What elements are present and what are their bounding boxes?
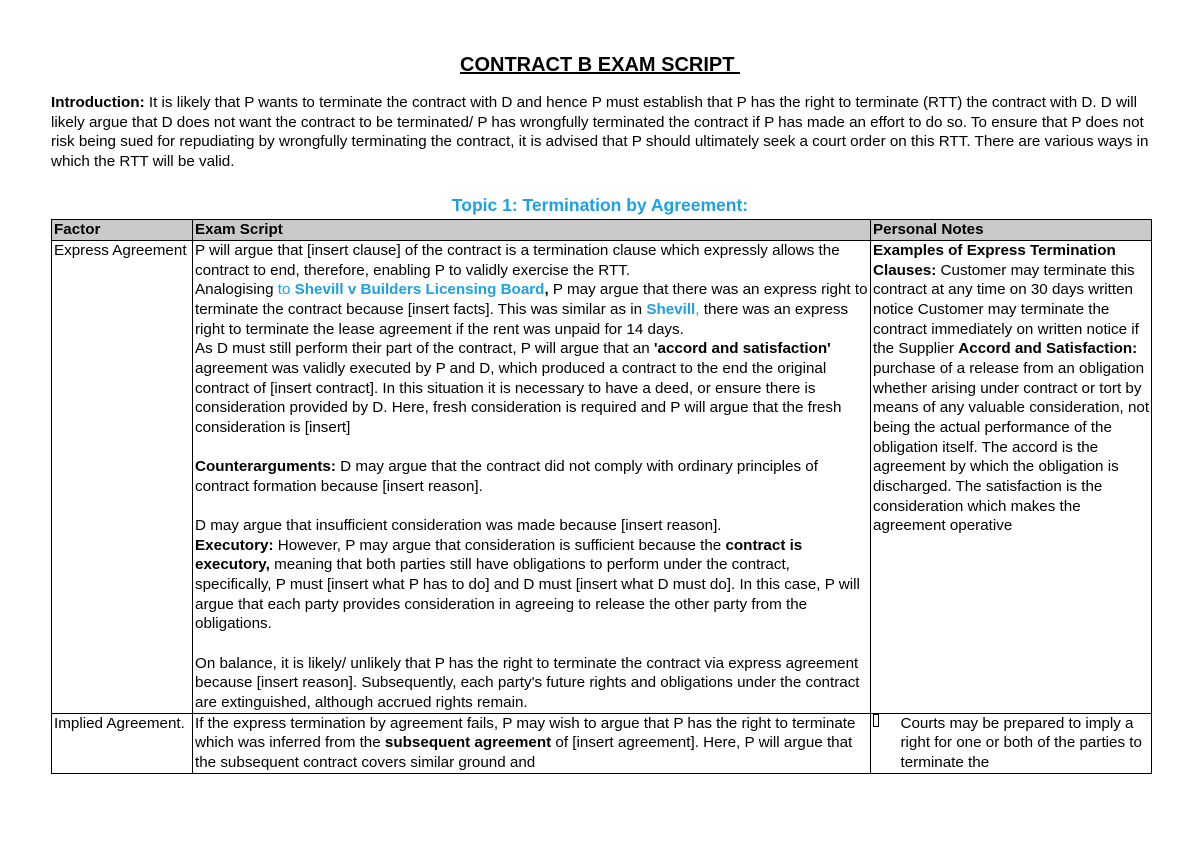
factor-implied: Implied Agreement. <box>52 713 193 773</box>
express-executory <box>195 536 869 634</box>
text-run: of [insert agreement]. Here, P will argue that the subsequent contract covers similar ground and <box>195 734 853 772</box>
notes-heading: Examples of Express Termination Clauses: <box>873 242 1116 279</box>
exam-script-table <box>51 219 1152 774</box>
text-run: If the express termination by agreement fails, P may wish to argue that P has the right to terminate which was inferred from the <box>195 714 856 752</box>
blank-line <box>195 497 869 517</box>
page-title: CONTRACT B EXAM SCRIPT <box>460 54 740 76</box>
blank-line <box>195 634 869 654</box>
intro-label: Introduction: <box>51 94 145 111</box>
table-header-row <box>52 220 1152 241</box>
notes-implied <box>871 713 1152 773</box>
text-run: However, P may argue that consideration is sufficient because the <box>273 536 726 554</box>
counter-label: Counterarguments: <box>195 458 336 476</box>
express-para-5: D may argue that insufficient consideration was made because [insert reason]. <box>195 517 722 535</box>
script-express <box>193 241 871 714</box>
notes-express <box>871 241 1152 714</box>
implied-bullet-text: Courts may be prepared to imply a right for one or both of the parties to terminate the <box>900 714 1142 772</box>
express-para-3 <box>195 339 869 437</box>
case-name-shevill-short: Shevill <box>646 300 696 318</box>
text-run: agreement was validly executed by P and D, which produced a contract to the end the original contract of [insert contract]. In this situation it is necessary to have a deed, or ensure there is consideration provided by D. Here, fresh consideration is required and P will argue that the fresh consideration is [insert] <box>195 359 842 436</box>
executory-term: contract is executory, <box>195 536 803 574</box>
text-run: , <box>695 300 700 318</box>
express-conclusion: On balance, it is likely/ unlikely that P has the right to terminate the contract via express agreement because [insert reason]. Subsequently, each party's future rights and obligations under the contract are extinguished, although accrued rights remain. <box>195 654 860 712</box>
text-run: there was an express right to terminate the lease agreement if the rent was unpaid for 14 days. <box>195 300 849 338</box>
intro-text: It is likely that P wants to terminate the contract with D and hence P must establish that P has the right to terminate (RTT) the contract with D. D will likely argue that D does not want the contract to be terminated/ P has wrongfully terminated the contract if P has made an effort to do so. To ensure that P does not risk being sued for repudiating by wrongfully terminating the contract, it is advised that P should ultimately seek a court order on this RTT. There are various ways in which the RTT will be valid. <box>51 94 1149 171</box>
topic-heading: Topic 1: Termination by Agreement: <box>451 195 749 215</box>
header-exam-script: Exam Script <box>193 220 871 241</box>
case-name-shevill: Shevill v Builders Licensing Board <box>294 281 545 299</box>
notes-accord-term: Accord and Satisfaction: <box>958 340 1138 358</box>
box-glyph-icon <box>873 714 879 727</box>
blank-line <box>195 438 869 458</box>
text-run: As D must still perform their part of the contract, P will argue that an <box>195 340 654 358</box>
express-counterarguments <box>195 457 869 496</box>
text-run: D may argue that the contract did not comply with ordinary principles of contract formation because [insert reason]. <box>195 458 818 495</box>
introduction-paragraph <box>51 93 1151 172</box>
text-run: to <box>277 281 295 299</box>
table-row-express-agreement <box>52 241 1152 714</box>
accord-term: 'accord and satisfaction' <box>653 340 831 358</box>
text-run: Analogising <box>195 281 278 299</box>
text-run: P may argue that there was an express right to terminate the contract because [insert facts]. This was similar as in <box>195 281 868 318</box>
header-personal-notes: Personal Notes <box>871 220 1152 241</box>
text-run: , <box>544 281 549 299</box>
express-para-1: P will argue that [insert clause] of the contract is a termination clause which expressly allows the contract to end, therefore, enabling P to validly exercise the RTT. <box>195 242 840 279</box>
executory-label: Executory: <box>195 536 274 554</box>
text-run: purchase of a release from an obligation whether arising under contract or tort by means of any valuable consideration, not being the actual performance of the obligation itself. The accord is the agreement by which the obligation is discharged. The satisfaction is the consideration which makes the agreement operative <box>873 359 1150 535</box>
script-implied <box>193 713 871 773</box>
express-para-2 <box>195 280 869 339</box>
table-row-implied-agreement <box>52 713 1152 773</box>
text-run: Customer may terminate this contract at any time on 30 days written notice Customer may terminate the contract immediately on written notice if the Supplier <box>873 261 1139 358</box>
subsequent-agreement-term: subsequent agreement <box>384 734 552 752</box>
text-run: meaning that both parties still have obligations to perform under the contract, specifically, P must [insert what P has to do] and D must [insert what D must do]. In this case, P will argue that each party provides consideration in agreeing to release the other party from the obligations. <box>195 556 860 633</box>
header-factor: Factor <box>52 220 193 241</box>
factor-express: Express Agreement <box>52 241 193 714</box>
